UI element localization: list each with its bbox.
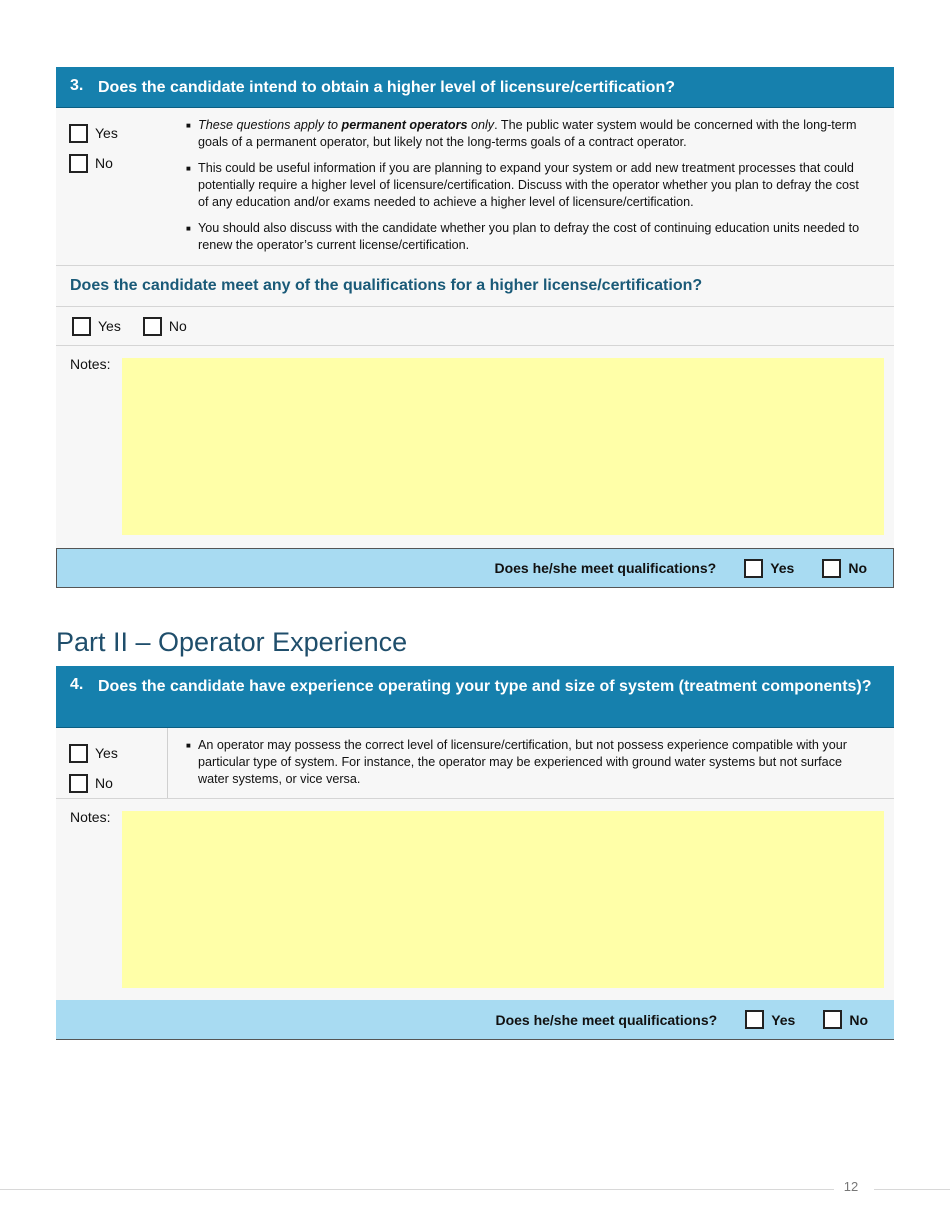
section-3-no-option[interactable] bbox=[69, 148, 168, 178]
section-3-guidance-row bbox=[56, 108, 894, 266]
section-4-qualification-bar bbox=[56, 1000, 894, 1040]
footer-rule-right bbox=[874, 1189, 950, 1190]
section-4-notes-label: Notes: bbox=[70, 809, 111, 825]
guidance-text: An operator may possess the correct level of licensure/certification, but not possess experience compatible with your particular type of system. For instance, the operator may be experienced with ground water systems but not surface water systems, or vice versa. bbox=[198, 738, 847, 786]
section-3-notes bbox=[56, 346, 894, 548]
form-page bbox=[56, 67, 894, 1040]
guidance-text: These questions apply to permanent operators only. The public water system would be concerned with the long-term goals of a permanent operator, but likely not the long-terms goals of a contract operator. bbox=[198, 118, 857, 149]
section-3-no-label: No bbox=[95, 155, 113, 171]
section-4-notes-field[interactable] bbox=[122, 811, 884, 988]
list-item bbox=[186, 160, 868, 211]
section-4-qual-yes-option[interactable] bbox=[745, 1010, 795, 1029]
section-3-sub-yes-label: Yes bbox=[98, 318, 121, 334]
section-4-no-checkbox[interactable] bbox=[69, 774, 88, 793]
section-3-yes-option[interactable] bbox=[69, 118, 168, 148]
guidance-text: You should also discuss with the candidate whether you plan to defray the cost of continuing education units needed to renew the operator’s current license/certification. bbox=[198, 221, 860, 252]
section-3-subquestion: Does the candidate meet any of the qualifications for a higher license/certification? bbox=[56, 266, 894, 307]
list-item bbox=[186, 117, 868, 151]
section-4-checks bbox=[56, 728, 168, 798]
bullet-icon: ■ bbox=[186, 164, 191, 173]
section-3-checks bbox=[56, 108, 168, 265]
section-3-sub-checks bbox=[56, 307, 894, 346]
bullet-icon: ■ bbox=[186, 741, 191, 750]
footer-rule-left bbox=[0, 1189, 834, 1190]
section-4-qual-no-option[interactable] bbox=[823, 1010, 868, 1029]
section-4-no-label: No bbox=[95, 775, 113, 791]
section-4-yes-label: Yes bbox=[95, 745, 118, 761]
section-3-number: 3. bbox=[70, 77, 84, 94]
section-4-yes-option[interactable] bbox=[69, 738, 167, 768]
section-3-sub-yes-option[interactable] bbox=[72, 317, 121, 336]
page-number: 12 bbox=[843, 1179, 859, 1194]
bullet-icon: ■ bbox=[186, 121, 191, 130]
guidance-text: This could be useful information if you are planning to expand your system or add new treatment processes that could potentially require a higher level of licensure/certification. Discuss with the operator whether you plan to defray the cost of any education and/or exams needed to achieve a higher level of licensure/certification. bbox=[198, 161, 859, 209]
section-3-sub-no-option[interactable] bbox=[143, 317, 187, 336]
section-3-qualification-prompt: Does he/she meet qualifications? bbox=[494, 560, 717, 576]
section-3-yes-label: Yes bbox=[95, 125, 118, 141]
section-4-qual-yes-checkbox[interactable] bbox=[745, 1010, 764, 1029]
section-4-qualification-prompt: Does he/she meet qualifications? bbox=[495, 1011, 718, 1028]
section-3-qual-no-option[interactable] bbox=[822, 559, 867, 578]
section-4-qual-no-checkbox[interactable] bbox=[823, 1010, 842, 1029]
section-3-guidance bbox=[168, 108, 894, 265]
bullet-icon: ■ bbox=[186, 224, 191, 233]
section-4-number: 4. bbox=[70, 676, 84, 693]
section-3-notes-field[interactable] bbox=[122, 358, 884, 535]
section-3-qualification-bar bbox=[56, 548, 894, 588]
section-4-yes-checkbox[interactable] bbox=[69, 744, 88, 763]
section-4-question: Does the candidate have experience operating your type and size of system (treatment components)? bbox=[98, 678, 872, 695]
section-4-no-option[interactable] bbox=[69, 768, 167, 798]
section-4-qual-yes-label: Yes bbox=[771, 1011, 796, 1028]
section-4-notes bbox=[56, 799, 894, 1000]
section-3-notes-label: Notes: bbox=[70, 356, 111, 372]
section-3-qual-yes-checkbox[interactable] bbox=[744, 559, 763, 578]
section-4-header bbox=[56, 666, 894, 728]
section-3-no-checkbox[interactable] bbox=[69, 154, 88, 173]
section-3-sub-yes-checkbox[interactable] bbox=[72, 317, 91, 336]
list-item bbox=[186, 737, 868, 788]
section-3-header bbox=[56, 67, 894, 108]
section-3-qual-yes-label: Yes bbox=[770, 560, 795, 576]
section-3-qual-yes-option[interactable] bbox=[744, 559, 794, 578]
list-item bbox=[186, 220, 868, 254]
section-3-yes-checkbox[interactable] bbox=[69, 124, 88, 143]
part-2-title: Part II – Operator Experience bbox=[56, 627, 408, 657]
section-3-qual-no-label: No bbox=[848, 560, 867, 576]
section-3-sub-no-label: No bbox=[168, 318, 187, 334]
section-3-sub-no-checkbox[interactable] bbox=[143, 317, 162, 336]
section-4-guidance bbox=[168, 728, 894, 798]
section-3-qual-no-checkbox[interactable] bbox=[822, 559, 841, 578]
section-4-qual-no-label: No bbox=[849, 1011, 868, 1028]
section-4-guidance-row bbox=[56, 728, 894, 799]
section-3-question: Does the candidate intend to obtain a higher level of licensure/certification? bbox=[98, 79, 675, 96]
